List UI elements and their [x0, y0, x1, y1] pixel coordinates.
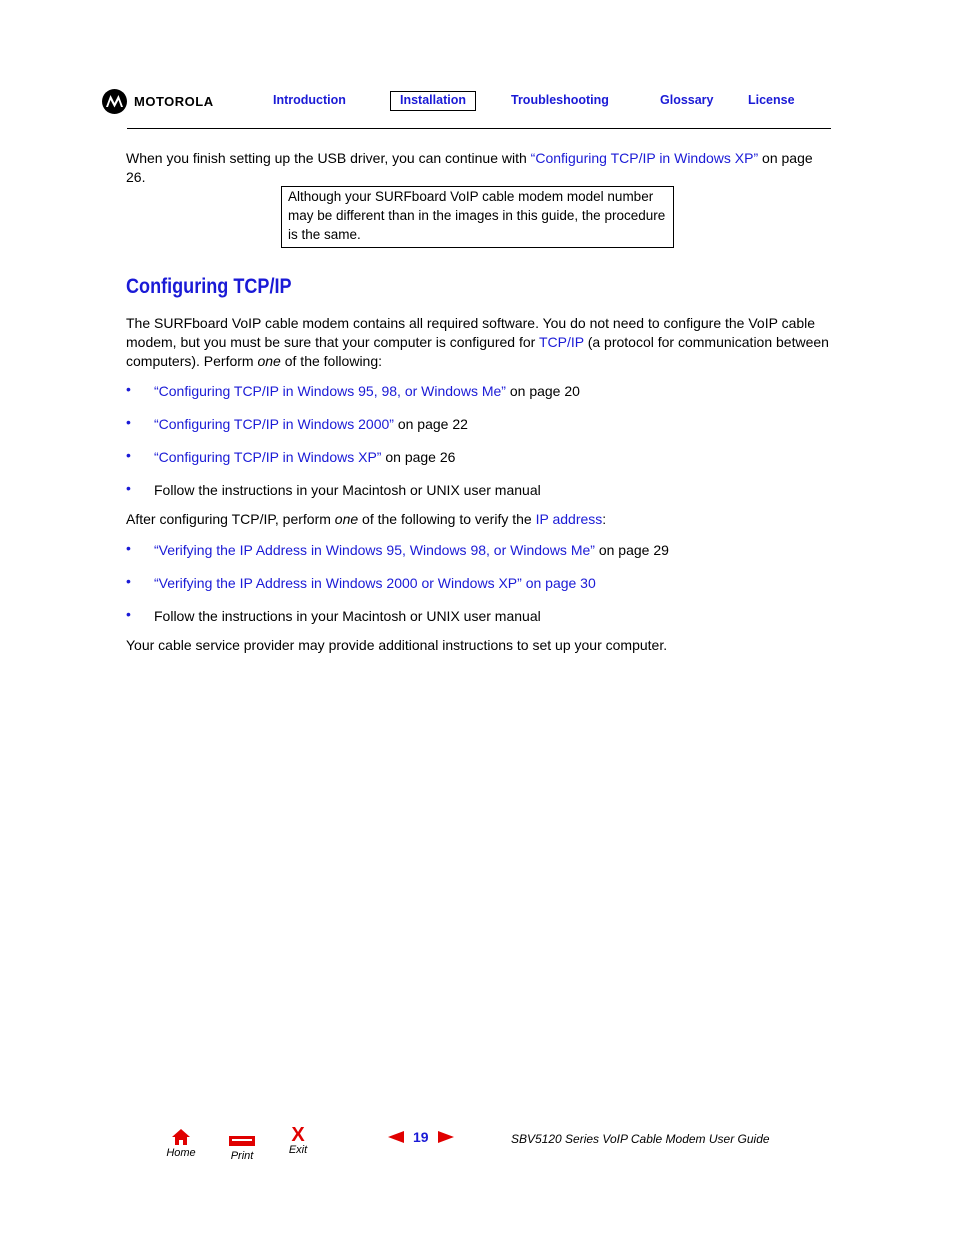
link-tcpip-glossary[interactable]: TCP/IP [538, 334, 584, 350]
exit-button[interactable] [278, 1125, 318, 1156]
link-configuring-tcpip-xp[interactable]: “Configuring TCP/IP in Windows XP” [530, 150, 759, 166]
print-label: Print [230, 1150, 254, 1162]
note-box: Although your SURFboard VoIP cable modem model number may be different than in the images in this guide, the procedure is the same. [281, 186, 674, 248]
intro-paragraph [126, 149, 831, 187]
home-button[interactable] [161, 1129, 201, 1159]
para2-text-middle: of the following to verify the [358, 511, 536, 527]
brand-name: MOTOROLA [134, 94, 214, 109]
bullet-icon: • [126, 381, 131, 397]
closing-paragraph: Your cable service provider may provide additional instructions to set up your computer. [126, 637, 668, 653]
print-button[interactable] [222, 1134, 262, 1162]
exit-label: Exit [288, 1144, 308, 1156]
motorola-logo [102, 89, 214, 114]
list-item-text: Follow the instructions in your Macintosh or UNIX user manual [154, 482, 541, 498]
exit-x-icon: X [291, 1124, 305, 1146]
para1-text-after: of the following: [280, 353, 383, 369]
home-label: Home [166, 1147, 196, 1159]
list-item-suffix: on page 29 [594, 542, 669, 558]
guide-title: SBV5120 Series VoIP Cable Modem User Guide [511, 1132, 770, 1146]
nav-license[interactable]: License [748, 93, 795, 107]
section-heading: Configuring TCP/IP [126, 275, 292, 298]
link-tcpip-win2000[interactable]: “Configuring TCP/IP in Windows 2000” [154, 416, 394, 432]
bullet-icon: • [126, 540, 131, 556]
para1-text-middle: (a protocol for communication between computers). Perform [126, 334, 829, 369]
list-item-suffix: on page 20 [505, 383, 580, 399]
page-navigation [388, 1129, 454, 1145]
bullet-icon: • [126, 573, 131, 589]
bullet-icon: • [126, 447, 131, 463]
intro-text-after: on page 26. [126, 150, 813, 185]
list-item-text: Follow the instructions in your Macintosh or UNIX user manual [154, 608, 541, 624]
para2-text: After configuring TCP/IP, perform [126, 511, 335, 527]
link-ip-address-glossary[interactable]: IP address [535, 511, 603, 527]
link-verify-ip-win95[interactable]: “Verifying the IP Address in Windows 95, Windows 98, or Windows Me” [154, 542, 595, 558]
list-item-suffix: on page 22 [393, 416, 468, 432]
printer-icon [228, 1135, 256, 1147]
section-paragraph-1 [126, 314, 831, 371]
header-divider [127, 128, 831, 129]
link-tcpip-win95[interactable]: “Configuring TCP/IP in Windows 95, 98, or Windows Me” [154, 383, 506, 399]
nav-glossary[interactable]: Glossary [660, 93, 714, 107]
nav-installation[interactable]: Installation [390, 91, 476, 111]
link-verify-ip-win2000-xp[interactable]: “Verifying the IP Address in Windows 2000 or Windows XP” on page 30 [154, 575, 596, 591]
page-number: 19 [413, 1129, 429, 1145]
nav-introduction[interactable]: Introduction [273, 93, 346, 107]
previous-page-arrow-icon[interactable] [388, 1131, 404, 1143]
para1-emphasis: one [257, 353, 281, 369]
home-icon [172, 1129, 190, 1145]
bullet-icon: • [126, 606, 131, 622]
nav-troubleshooting[interactable]: Troubleshooting [511, 93, 609, 107]
para2-emphasis: one [334, 511, 359, 527]
link-tcpip-winxp[interactable]: “Configuring TCP/IP in Windows XP” [154, 449, 382, 465]
para1-text: The SURFboard VoIP cable modem contains all required software. You do not need to configure the VoIP cable modem, but you must be sure that your computer is configured for [126, 315, 816, 350]
bullet-icon: • [126, 480, 131, 496]
para2-text-after: : [602, 511, 607, 527]
next-page-arrow-icon[interactable] [438, 1131, 454, 1143]
intro-text: When you finish setting up the USB driver, you can continue with [126, 150, 531, 166]
list-item-suffix: on page 26 [381, 449, 456, 465]
bullet-icon: • [126, 414, 131, 430]
section-paragraph-2 [126, 510, 831, 529]
motorola-batwing-icon [102, 89, 127, 114]
